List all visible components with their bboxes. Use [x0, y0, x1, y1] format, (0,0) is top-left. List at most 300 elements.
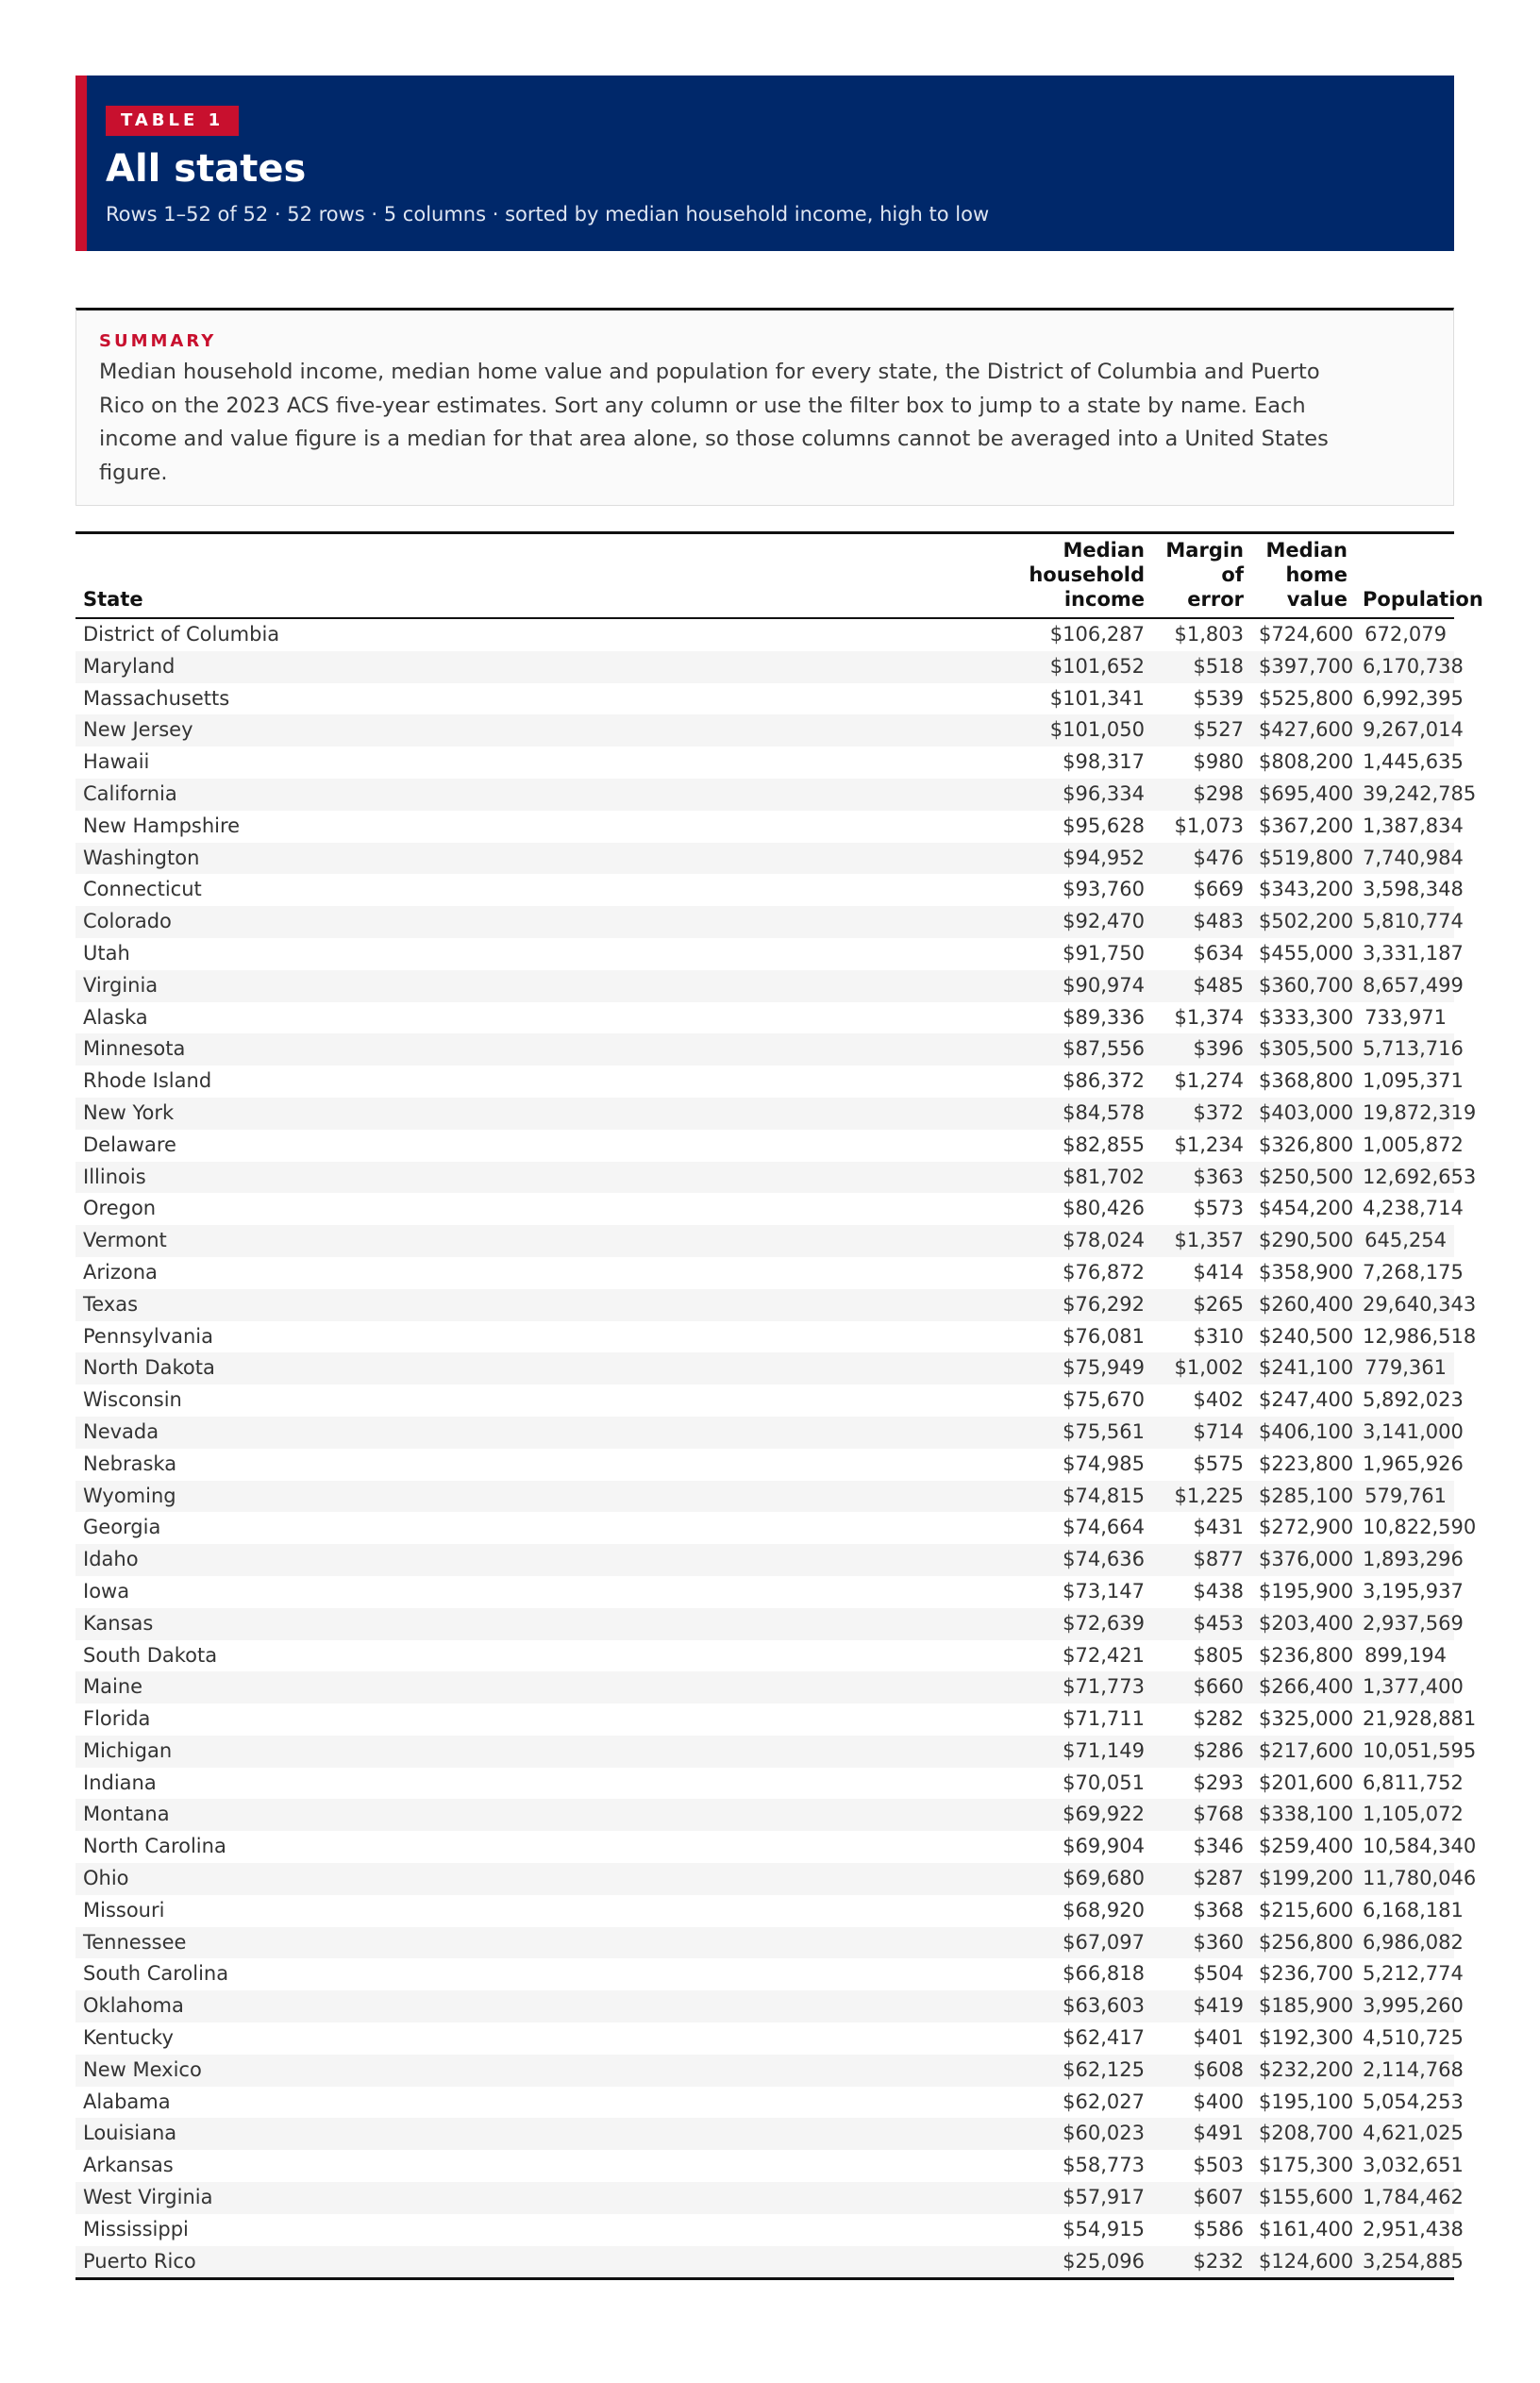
cell-state: Nevada: [75, 1417, 952, 1449]
cell-median-home-value: $397,700: [1251, 651, 1355, 683]
cell-state: Rhode Island: [83, 1069, 212, 1093]
cell-median-home-value: $161,400: [1259, 2217, 1354, 2240]
column-header-state[interactable]: State: [75, 533, 952, 619]
cell-median-household-income: $89,336: [1063, 1005, 1145, 1029]
table-row: [75, 747, 1454, 779]
table-row: [75, 651, 1454, 683]
table-row: [75, 618, 1454, 651]
cell-margin-of-error: $1,002: [1152, 1352, 1251, 1384]
table-row: [75, 1321, 1454, 1353]
table-row: [75, 1927, 1454, 1959]
cell-margin-of-error: $286: [1152, 1736, 1251, 1768]
cell-population: 1,105,072: [1355, 1799, 1454, 1831]
cell-median-household-income: $87,556: [952, 1033, 1152, 1066]
cell-median-household-income: $86,372: [1063, 1069, 1145, 1093]
cell-population: 39,242,785: [1355, 779, 1454, 811]
table-row: [75, 1162, 1454, 1194]
cell-margin-of-error: $1,803: [1174, 623, 1244, 646]
cell-population: 6,168,181: [1363, 1898, 1464, 1922]
cell-population: 5,054,253: [1363, 2089, 1464, 2113]
cell-population: 5,810,774: [1355, 906, 1454, 938]
cell-median-household-income: $25,096: [952, 2246, 1152, 2279]
cell-state: North Carolina: [83, 1835, 226, 1858]
cell-margin-of-error: $396: [1152, 1033, 1251, 1066]
cell-margin-of-error: $400: [1193, 2089, 1244, 2113]
cell-population: 3,331,187: [1363, 941, 1464, 965]
cell-population: 21,928,881: [1363, 1707, 1477, 1731]
table-row: [75, 2022, 1454, 2055]
cell-population: 579,761: [1355, 1481, 1454, 1513]
cell-margin-of-error: $419: [1152, 1990, 1251, 2022]
table-row: [75, 1990, 1454, 2022]
cell-margin-of-error: $539: [1193, 686, 1244, 710]
cell-state: Tennessee: [75, 1927, 952, 1959]
cell-state: Oregon: [83, 1197, 157, 1220]
table-row: [75, 906, 1454, 938]
cell-margin-of-error: $877: [1152, 1544, 1251, 1576]
cell-margin-of-error: $805: [1193, 1643, 1244, 1667]
table-body: [75, 618, 1477, 2279]
cell-margin-of-error: $298: [1152, 779, 1251, 811]
cell-margin-of-error: $310: [1193, 1324, 1244, 1348]
cell-median-household-income: $90,974: [952, 970, 1152, 1002]
cell-margin-of-error: $527: [1152, 714, 1251, 747]
table-tag: TABLE 1: [106, 106, 239, 136]
cell-median-household-income: $101,050: [952, 714, 1152, 747]
table-row: [75, 1130, 1454, 1162]
cell-margin-of-error: $714: [1152, 1417, 1251, 1449]
table-row: [75, 2246, 1454, 2279]
column-header-median-household-income[interactable]: Median household income: [952, 533, 1152, 619]
cell-population: 6,170,738: [1355, 651, 1454, 683]
cell-median-home-value: $250,500: [1251, 1162, 1355, 1194]
table-row: [75, 1640, 1454, 1672]
summary-text: Median household income, median home value and population for every state, the District of Columbia and Puerto Rico on the 2023 ACS five-year estimates. Sort any column or use the filter box to jump to a state by name. Each income and value figure is a median for that area alone, so those columns cannot be averaged into a United States figure.: [99, 360, 1329, 485]
cell-population: 2,937,569: [1355, 1608, 1454, 1640]
cell-population: 11,780,046: [1355, 1863, 1454, 1895]
cell-state: Missouri: [83, 1898, 165, 1922]
cell-median-home-value: $808,200: [1259, 750, 1354, 774]
table-row: [75, 1895, 1454, 1927]
cell-margin-of-error: $368: [1193, 1898, 1244, 1922]
cell-median-household-income: $84,578: [952, 1098, 1152, 1130]
cell-median-household-income: $82,855: [1063, 1133, 1145, 1156]
cell-population: 1,387,834: [1363, 814, 1464, 837]
table-row: [75, 1512, 1454, 1544]
cell-median-home-value: $241,100: [1251, 1352, 1355, 1384]
cell-population: 3,598,348: [1363, 878, 1464, 901]
cell-median-home-value: $247,400: [1259, 1388, 1354, 1412]
cell-margin-of-error: $1,225: [1152, 1481, 1251, 1513]
cell-median-home-value: $199,200: [1251, 1863, 1355, 1895]
cell-median-household-income: $75,561: [952, 1417, 1152, 1449]
cell-state: New York: [75, 1098, 952, 1130]
cell-median-home-value: $305,500: [1251, 1033, 1355, 1066]
cell-median-household-income: $71,149: [952, 1736, 1152, 1768]
cell-population: 2,114,768: [1355, 2055, 1454, 2087]
cell-margin-of-error: $372: [1152, 1098, 1251, 1130]
table-row: [75, 1799, 1454, 1831]
column-header-margin-of-error[interactable]: Margin of error: [1152, 533, 1251, 619]
cell-median-household-income: $106,287: [1049, 623, 1145, 646]
cell-margin-of-error: $1,073: [1174, 814, 1244, 837]
cell-margin-of-error: $1,374: [1174, 1005, 1244, 1029]
cell-margin-of-error: $402: [1193, 1388, 1244, 1412]
cell-median-household-income: $57,917: [952, 2182, 1152, 2214]
cell-median-home-value: $236,800: [1259, 1643, 1354, 1667]
cell-median-home-value: $333,300: [1259, 1005, 1354, 1029]
cell-median-household-income: $93,760: [1063, 878, 1145, 901]
cell-state: Alaska: [83, 1005, 148, 1029]
cell-margin-of-error: $282: [1193, 1707, 1244, 1731]
table-row: [75, 2182, 1454, 2214]
cell-median-home-value: $695,400: [1251, 779, 1355, 811]
cell-median-home-value: $519,800: [1251, 843, 1355, 875]
cell-population: 5,713,716: [1355, 1033, 1454, 1066]
table-row: [75, 1768, 1454, 1800]
cell-median-home-value: $266,400: [1251, 1671, 1355, 1703]
table-header-banner: [75, 76, 1454, 251]
cell-population: 7,740,984: [1355, 843, 1454, 875]
table-row: [75, 1544, 1454, 1576]
cell-median-household-income: $71,711: [1063, 1707, 1145, 1731]
table-row: [75, 970, 1454, 1002]
cell-margin-of-error: $1,357: [1152, 1225, 1251, 1257]
table-row: [75, 2214, 1454, 2246]
cell-median-home-value: $376,000: [1251, 1544, 1355, 1576]
cell-state: Hawaii: [83, 750, 150, 774]
cell-median-home-value: $343,200: [1259, 878, 1354, 901]
cell-median-home-value: $325,000: [1259, 1707, 1354, 1731]
cell-median-home-value: $256,800: [1251, 1927, 1355, 1959]
cell-state: Maine: [75, 1671, 952, 1703]
cell-margin-of-error: $346: [1193, 1835, 1244, 1858]
cell-margin-of-error: $503: [1193, 2154, 1244, 2177]
cell-median-household-income: $60,023: [952, 2118, 1152, 2150]
cell-margin-of-error: $414: [1193, 1260, 1244, 1284]
cell-median-home-value: $367,200: [1259, 814, 1354, 837]
cell-population: 4,510,725: [1363, 2026, 1464, 2050]
cell-median-home-value: $217,600: [1251, 1736, 1355, 1768]
table-row: [75, 1002, 1454, 1034]
cell-median-home-value: $455,000: [1259, 941, 1354, 965]
cell-state: Indiana: [83, 1770, 157, 1794]
cell-population: 3,254,885: [1355, 2246, 1454, 2279]
cell-population: 1,005,872: [1363, 1133, 1464, 1156]
cell-state: New Jersey: [75, 714, 952, 747]
table-row: [75, 1384, 1454, 1417]
cell-median-home-value: $215,600: [1259, 1898, 1354, 1922]
cell-median-household-income: $101,652: [952, 651, 1152, 683]
table-row: [75, 811, 1454, 843]
cell-state: West Virginia: [75, 2182, 952, 2214]
cell-margin-of-error: $660: [1152, 1671, 1251, 1703]
cell-median-home-value: $285,100: [1251, 1481, 1355, 1513]
cell-population: 12,692,653: [1355, 1162, 1454, 1194]
cell-population: 6,992,395: [1363, 686, 1464, 710]
cell-median-household-income: $69,680: [952, 1863, 1152, 1895]
table-subtitle: Rows 1–52 of 52 · 52 rows · 5 columns · sorted by median household income, high to low: [106, 203, 990, 226]
cell-population: 1,965,926: [1363, 1452, 1464, 1475]
cell-margin-of-error: $293: [1193, 1770, 1244, 1794]
cell-state: Maryland: [75, 651, 952, 683]
cell-state: Florida: [83, 1707, 151, 1731]
table-row: [75, 1098, 1454, 1130]
table-row: [75, 843, 1454, 875]
cell-margin-of-error: $265: [1152, 1289, 1251, 1321]
cell-median-household-income: $62,027: [1063, 2089, 1145, 2113]
cell-median-household-income: $67,097: [952, 1927, 1152, 1959]
cell-population: 672,079: [1364, 623, 1447, 646]
cell-margin-of-error: $608: [1152, 2055, 1251, 2087]
cell-median-household-income: $81,702: [952, 1162, 1152, 1194]
cell-margin-of-error: $431: [1193, 1516, 1244, 1539]
cell-median-home-value: $240,500: [1259, 1324, 1354, 1348]
table-row: [75, 1449, 1454, 1481]
cell-median-home-value: $195,100: [1259, 2089, 1354, 2113]
cell-median-home-value: $259,400: [1259, 1835, 1354, 1858]
cell-population: 29,640,343: [1355, 1289, 1454, 1321]
cell-median-home-value: $208,700: [1251, 2118, 1355, 2150]
cell-median-household-income: $76,081: [1063, 1324, 1145, 1348]
cell-margin-of-error: $483: [1152, 906, 1251, 938]
cell-margin-of-error: $768: [1152, 1799, 1251, 1831]
cell-median-household-income: $74,664: [1063, 1516, 1145, 1539]
cell-population: 9,267,014: [1355, 714, 1454, 747]
cell-population: 645,254: [1355, 1225, 1454, 1257]
cell-state: Delaware: [83, 1133, 176, 1156]
cell-state: Utah: [83, 941, 130, 965]
cell-margin-of-error: $401: [1193, 2026, 1244, 2050]
cell-state: South Dakota: [83, 1643, 218, 1667]
cell-median-home-value: $427,600: [1251, 714, 1355, 747]
cell-median-home-value: $260,400: [1251, 1289, 1355, 1321]
cell-median-household-income: $74,985: [1063, 1452, 1145, 1475]
cell-population: 733,971: [1364, 1005, 1447, 1029]
cell-population: 12,986,518: [1363, 1324, 1477, 1348]
cell-median-household-income: $101,341: [1049, 686, 1145, 710]
cell-median-household-income: $72,421: [1063, 1643, 1145, 1667]
cell-median-home-value: $290,500: [1251, 1225, 1355, 1257]
cell-median-household-income: $74,636: [952, 1544, 1152, 1576]
cell-median-home-value: $358,900: [1259, 1260, 1354, 1284]
cell-margin-of-error: $363: [1152, 1162, 1251, 1194]
cell-median-home-value: $223,800: [1259, 1452, 1354, 1475]
cell-population: 19,872,319: [1355, 1098, 1454, 1130]
table-row: [75, 874, 1454, 906]
cell-median-home-value: $232,200: [1251, 2055, 1355, 2087]
table-row: [75, 1736, 1454, 1768]
cell-state: Michigan: [75, 1736, 952, 1768]
table-row: [75, 1863, 1454, 1895]
cell-median-household-income: $98,317: [1063, 750, 1145, 774]
cell-median-household-income: $69,922: [952, 1799, 1152, 1831]
cell-margin-of-error: $980: [1193, 750, 1244, 774]
cell-median-home-value: $360,700: [1251, 970, 1355, 1002]
cell-state: Nebraska: [83, 1452, 177, 1475]
cell-state: Colorado: [75, 906, 952, 938]
cell-margin-of-error: $1,234: [1174, 1133, 1244, 1156]
cell-median-home-value: $338,100: [1251, 1799, 1355, 1831]
cell-margin-of-error: $287: [1152, 1863, 1251, 1895]
cell-margin-of-error: $573: [1193, 1197, 1244, 1220]
table-row: [75, 1066, 1454, 1098]
table-row: [75, 1958, 1454, 1990]
cell-median-home-value: $368,800: [1259, 1069, 1354, 1093]
cell-state: Connecticut: [83, 878, 202, 901]
cell-state: Alabama: [83, 2089, 171, 2113]
cell-median-household-income: $73,147: [1063, 1579, 1145, 1603]
cell-population: 1,445,635: [1363, 750, 1464, 774]
cell-margin-of-error: $634: [1193, 941, 1244, 965]
cell-margin-of-error: $504: [1193, 1962, 1244, 1986]
cell-median-household-income: $63,603: [952, 1990, 1152, 2022]
cell-median-home-value: $403,000: [1251, 1098, 1355, 1130]
cell-margin-of-error: $586: [1193, 2217, 1244, 2240]
table-row: [75, 714, 1454, 747]
cell-margin-of-error: $1,274: [1174, 1069, 1244, 1093]
cell-median-home-value: $124,600: [1251, 2246, 1355, 2279]
cell-median-household-income: $74,815: [952, 1481, 1152, 1513]
cell-median-home-value: $406,100: [1251, 1417, 1355, 1449]
column-header-median-home-value[interactable]: Median home value: [1251, 533, 1355, 619]
cell-state: Mississippi: [83, 2217, 189, 2240]
cell-margin-of-error: $360: [1152, 1927, 1251, 1959]
cell-population: 3,195,937: [1363, 1579, 1464, 1603]
cell-state: Idaho: [75, 1544, 952, 1576]
cell-state: Iowa: [83, 1579, 130, 1603]
table-row: [75, 2150, 1454, 2182]
cell-median-household-income: $76,872: [1063, 1260, 1145, 1284]
cell-margin-of-error: $669: [1193, 878, 1244, 901]
cell-median-home-value: $326,800: [1259, 1133, 1354, 1156]
cell-population: 899,194: [1364, 1643, 1447, 1667]
cell-median-home-value: $201,600: [1259, 1770, 1354, 1794]
cell-state: Ohio: [75, 1863, 952, 1895]
summary-box: [75, 308, 1454, 506]
cell-state: South Carolina: [83, 1962, 229, 1986]
cell-population: 1,784,462: [1355, 2182, 1454, 2214]
cell-margin-of-error: $518: [1152, 651, 1251, 683]
cell-median-household-income: $66,818: [1063, 1962, 1145, 1986]
cell-state: Massachusetts: [83, 686, 230, 710]
cell-state: California: [75, 779, 952, 811]
cell-state: Minnesota: [75, 1033, 952, 1066]
cell-median-home-value: $236,700: [1259, 1962, 1354, 1986]
cell-median-household-income: $78,024: [952, 1225, 1152, 1257]
cell-population: 1,893,296: [1355, 1544, 1454, 1576]
cell-median-home-value: $525,800: [1259, 686, 1354, 710]
table-row: [75, 683, 1454, 715]
cell-population: 6,986,082: [1355, 1927, 1454, 1959]
table-row: [75, 1481, 1454, 1513]
cell-population: 8,657,499: [1355, 970, 1454, 1002]
table-row: [75, 1671, 1454, 1703]
cell-margin-of-error: $485: [1152, 970, 1251, 1002]
cell-median-household-income: $69,904: [1063, 1835, 1145, 1858]
cell-median-household-income: $75,670: [1063, 1388, 1145, 1412]
cell-state: Louisiana: [75, 2118, 952, 2150]
table-row: [75, 1257, 1454, 1289]
cell-state: Washington: [75, 843, 952, 875]
cell-median-home-value: $454,200: [1259, 1197, 1354, 1220]
cell-population: 3,032,651: [1363, 2154, 1464, 2177]
table-row: [75, 1831, 1454, 1863]
cell-state: Oklahoma: [75, 1990, 952, 2022]
cell-median-household-income: $92,470: [952, 906, 1152, 938]
cell-median-household-income: $95,628: [1063, 814, 1145, 837]
cell-population: 1,095,371: [1363, 1069, 1464, 1093]
table-row: [75, 1033, 1454, 1066]
cell-state: Arkansas: [83, 2154, 174, 2177]
cell-population: 2,951,438: [1363, 2217, 1464, 2240]
cell-median-household-income: $94,952: [952, 843, 1152, 875]
cell-margin-of-error: $476: [1152, 843, 1251, 875]
cell-median-home-value: $175,300: [1259, 2154, 1354, 2177]
cell-state: Georgia: [83, 1516, 161, 1539]
cell-state: Wyoming: [75, 1481, 952, 1513]
cell-median-household-income: $70,051: [1063, 1770, 1145, 1794]
cell-state: District of Columbia: [83, 623, 280, 646]
cell-median-home-value: $155,600: [1251, 2182, 1355, 2214]
cell-median-household-income: $96,334: [952, 779, 1152, 811]
cell-state: Pennsylvania: [83, 1324, 213, 1348]
table-row: [75, 2055, 1454, 2087]
cell-state: New Mexico: [75, 2055, 952, 2087]
cell-median-household-income: $72,639: [952, 1608, 1152, 1640]
cell-state: Puerto Rico: [75, 2246, 952, 2279]
table-row: [75, 1703, 1454, 1736]
cell-population: 1,377,400: [1355, 1671, 1454, 1703]
cell-median-household-income: $58,773: [1063, 2154, 1145, 2177]
cell-population: 779,361: [1355, 1352, 1454, 1384]
cell-median-home-value: $203,400: [1251, 1608, 1355, 1640]
cell-population: 3,141,000: [1355, 1417, 1454, 1449]
cell-margin-of-error: $491: [1152, 2118, 1251, 2150]
cell-population: 4,238,714: [1363, 1197, 1464, 1220]
cell-median-home-value: $185,900: [1251, 1990, 1355, 2022]
table-row: [75, 1352, 1454, 1384]
cell-median-home-value: $724,600: [1259, 623, 1354, 646]
cell-population: 5,212,774: [1363, 1962, 1464, 1986]
cell-median-household-income: $75,949: [952, 1352, 1152, 1384]
cell-median-home-value: $502,200: [1251, 906, 1355, 938]
cell-state: New Hampshire: [83, 814, 241, 837]
cell-state: North Dakota: [75, 1352, 952, 1384]
table-header-row: [75, 533, 1454, 619]
cell-median-household-income: $91,750: [1063, 941, 1145, 965]
table-row: [75, 938, 1454, 970]
cell-state: Kentucky: [83, 2026, 174, 2050]
cell-state: Virginia: [75, 970, 952, 1002]
cell-population: 4,621,025: [1355, 2118, 1454, 2150]
cell-median-household-income: $71,773: [952, 1671, 1152, 1703]
cell-population: 6,811,752: [1363, 1770, 1464, 1794]
table-row: [75, 2118, 1454, 2150]
cell-median-household-income: $68,920: [1063, 1898, 1145, 1922]
cell-median-home-value: $195,900: [1259, 1579, 1354, 1603]
cell-state: Vermont: [75, 1225, 952, 1257]
cell-median-household-income: $76,292: [952, 1289, 1152, 1321]
column-header-population[interactable]: Population: [1355, 533, 1454, 619]
table-row: [75, 779, 1454, 811]
cell-median-household-income: $62,417: [1063, 2026, 1145, 2050]
cell-state: Kansas: [75, 1608, 952, 1640]
table-row: [75, 1608, 1454, 1640]
cell-median-household-income: $54,915: [1063, 2217, 1145, 2240]
cell-median-household-income: $62,125: [952, 2055, 1152, 2087]
cell-state: Arizona: [83, 1260, 158, 1284]
